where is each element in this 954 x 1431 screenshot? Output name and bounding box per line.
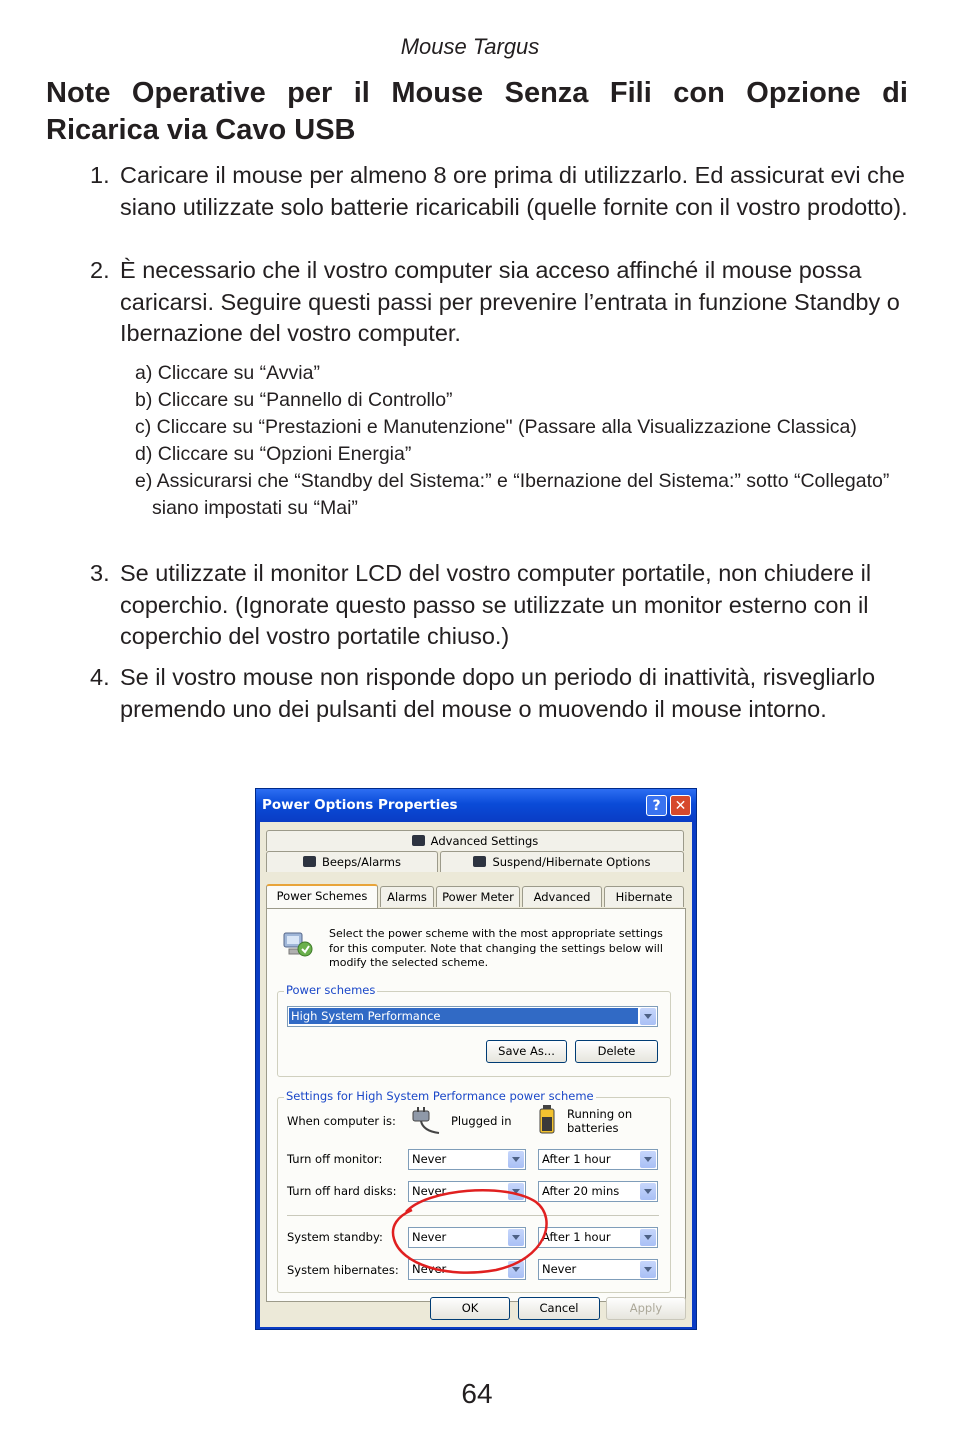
title-word: per xyxy=(287,77,333,109)
help-button[interactable]: ? xyxy=(646,795,667,816)
hibernate-plugged-select[interactable]: Never xyxy=(408,1259,526,1280)
item-number: 2. xyxy=(90,257,110,283)
monitor-icon xyxy=(473,856,486,867)
title-bar[interactable] xyxy=(256,789,696,822)
when-label: When computer is: xyxy=(287,1114,396,1128)
item-number: 4. xyxy=(90,664,110,690)
tab-suspend-hibernate[interactable]: Suspend/Hibernate Options xyxy=(440,851,684,872)
tab-power-schemes[interactable]: Power Schemes xyxy=(266,884,378,908)
substeps-list xyxy=(135,360,925,522)
chevron-down-icon xyxy=(640,1008,656,1025)
title-word: con xyxy=(673,77,725,109)
substep: d) Cliccare su “Opzioni Energia” xyxy=(135,443,412,465)
chevron-down-icon xyxy=(640,1151,656,1168)
highlight-circle xyxy=(386,1184,556,1279)
monitor-icon xyxy=(303,856,316,867)
power-schemes-label: Power schemes xyxy=(286,983,376,997)
item-text: È necessario che il vostro computer sia acceso affinché il mouse possa caricarsi. Seguire questi passi per prevenire l’entrata in funzione Standby o Ibernazione del vostro computer. xyxy=(120,257,900,346)
dialog-title: Power Options Properties xyxy=(262,797,458,813)
chevron-down-icon xyxy=(640,1261,656,1278)
item-number: 3. xyxy=(90,560,110,586)
monitor-battery-select[interactable]: After 1 hour xyxy=(538,1149,658,1170)
chevron-down-icon xyxy=(508,1151,524,1168)
turn-off-monitor-label: Turn off monitor: xyxy=(287,1152,383,1166)
system-standby-label: System standby: xyxy=(287,1230,383,1244)
list-item xyxy=(90,558,920,653)
item-number: 1. xyxy=(90,162,110,188)
item-text: Caricare il mouse per almeno 8 ore prima di utilizzarlo. Ed assicurat evi che siano utilizzate solo batterie ricaricabili (quelle fornite con il vostro prodotto). xyxy=(120,162,908,220)
hibernate-battery-select[interactable]: Never xyxy=(538,1259,658,1280)
title-word: Fili xyxy=(609,77,652,109)
delete-button[interactable]: Delete xyxy=(575,1040,658,1063)
tab-hibernate[interactable]: Hibernate xyxy=(604,886,684,907)
intro-text: Select the power scheme with the most appropriate settings for this computer. Note that changing the settings below will modify the selected scheme. xyxy=(329,927,663,969)
system-hibernates-label: System hibernates: xyxy=(287,1263,399,1277)
battery-icon xyxy=(537,1105,557,1135)
apply-button[interactable]: Apply xyxy=(606,1297,686,1320)
title-word: Note xyxy=(46,77,111,109)
page-number: 64 xyxy=(461,1378,493,1409)
substep: b) Cliccare su “Pannello di Controllo” xyxy=(135,389,453,411)
tab-power-meter[interactable]: Power Meter xyxy=(436,886,520,907)
monitor-icon xyxy=(412,835,425,846)
substep: a) Cliccare su “Avvia” xyxy=(135,362,320,384)
title-word: il xyxy=(353,77,370,109)
save-as-button[interactable]: Save As... xyxy=(486,1040,567,1063)
section-title xyxy=(46,75,908,149)
tab-advanced[interactable]: Advanced xyxy=(522,886,602,907)
close-button[interactable]: ✕ xyxy=(670,795,691,816)
monitor-plugged-select[interactable]: Never xyxy=(408,1149,526,1170)
running-on-batteries-label: Running on batteries xyxy=(567,1107,633,1135)
power-schemes-group xyxy=(277,991,671,1077)
power-plug-icon xyxy=(409,1107,443,1137)
scheme-select[interactable]: High System Performance xyxy=(287,1006,658,1027)
title-word: Operative xyxy=(131,77,266,109)
title-word: Mouse xyxy=(391,77,484,109)
list-item xyxy=(90,160,920,223)
tab-advanced-settings[interactable]: Advanced Settings xyxy=(266,830,684,851)
item-text: Se utilizzate il monitor LCD del vostro computer portatile, non chiudere il coperchio. (Ignorate questo passo se utilizzate un monitor esterno con il coperchio del vostro portatile chiuso.) xyxy=(120,560,872,649)
substep: e) Assicurarsi che “Standby del Sistema:” e “Ibernazione del Sistema:” sotto “Collegato” siano impostati su “Mai” xyxy=(135,470,890,519)
title-word: Senza xyxy=(504,77,589,109)
running-header: Mouse Targus xyxy=(400,34,540,59)
power-options-dialog xyxy=(255,788,697,1330)
title-line-2: Ricarica via Cavo USB xyxy=(46,114,356,146)
turn-off-disks-label: Turn off hard disks: xyxy=(287,1184,397,1198)
ok-button[interactable]: OK xyxy=(430,1297,510,1320)
standby-plugged-select[interactable]: Never xyxy=(408,1227,526,1248)
tab-beeps-alarms[interactable]: Beeps/Alarms xyxy=(266,851,438,872)
chevron-down-icon xyxy=(640,1229,656,1246)
title-word: Opzione xyxy=(746,77,861,109)
disks-battery-select[interactable]: After 20 mins xyxy=(538,1181,658,1202)
chevron-down-icon xyxy=(640,1183,656,1200)
title-word: di xyxy=(882,77,908,109)
list-item xyxy=(90,255,920,350)
standby-battery-select[interactable]: After 1 hour xyxy=(538,1227,658,1248)
settings-label: Settings for High System Performance power scheme xyxy=(286,1089,594,1103)
tab-alarms[interactable]: Alarms xyxy=(380,886,434,907)
item-text: Se il vostro mouse non risponde dopo un periodo di inattività, risvegliarlo premendo uno dei pulsanti del mouse o muovendo il mouse intorno. xyxy=(120,664,876,722)
title-line-1 xyxy=(46,75,908,112)
cancel-button[interactable]: Cancel xyxy=(518,1297,600,1320)
disks-plugged-select[interactable]: Never xyxy=(408,1181,526,1202)
list-item xyxy=(90,662,920,725)
substep: c) Cliccare su “Prestazioni e Manutenzione" (Passare alla Visualizzazione Classica) xyxy=(135,416,857,438)
power-scheme-icon xyxy=(281,929,315,961)
plugged-in-label: Plugged in xyxy=(451,1114,512,1128)
